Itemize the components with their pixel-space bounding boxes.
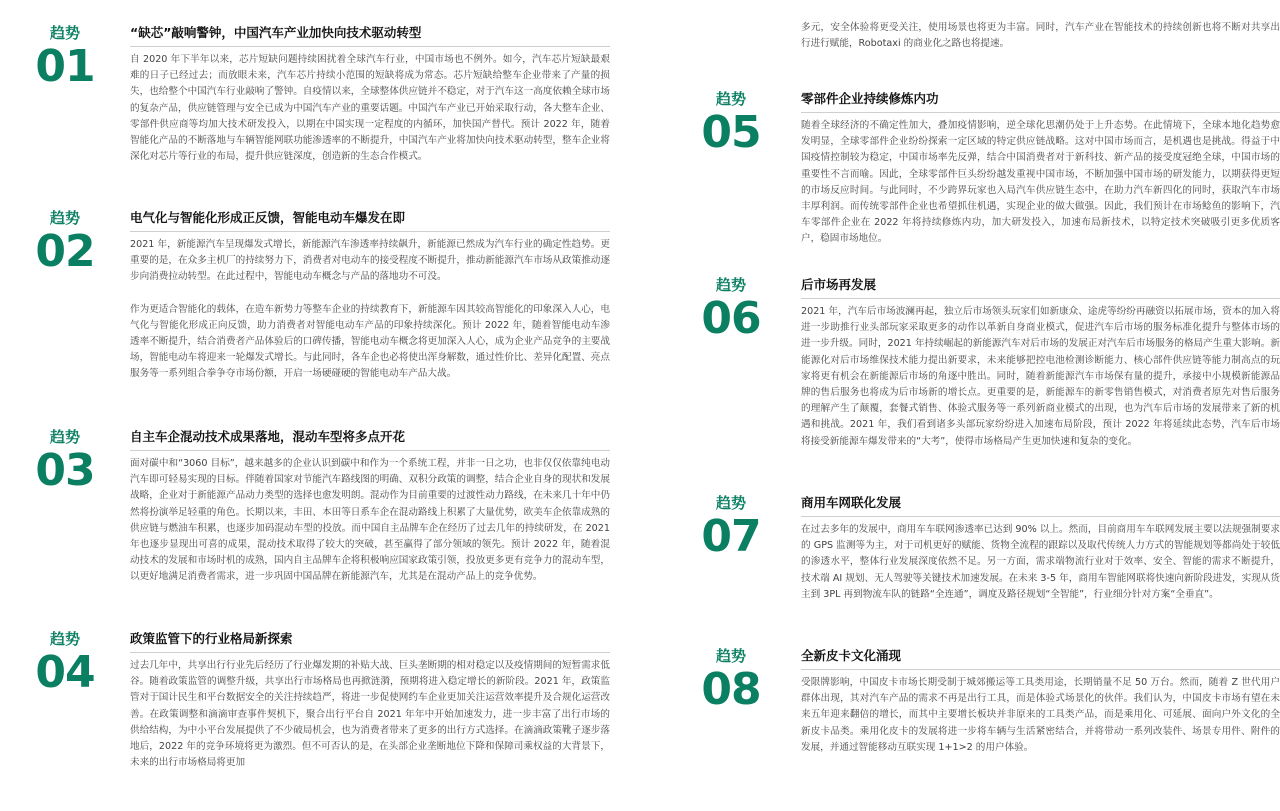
trend-label: 趋势 <box>49 209 80 227</box>
trend-content <box>801 494 1280 603</box>
trend-title: 政策监管下的行业格局新探索 <box>130 630 610 653</box>
trend-paragraph: 自 2020 年下半年以来，芯片短缺问题持续困扰着全球汽车行业，中国市场也不例外。如今，汽车芯片短缺最艰难的日子已经过去；而放眼未来，汽车芯片持续小范围的短缺将成为常态。芯片短缺给整车企业带来了产量的损失，也给整个中国汽车行业敲响了警钟。自疫情以来，全球整体供应链并不稳定，对于汽车这一高度依赖全球市场的复杂产品，供应链管理与安全已成为中国汽车产业的重要话题。中国汽车产业已开始采取行动，各大整车企业、零部件供应商等均加大技术研发投入，以期在中国实现一定程度的内循环，加快国产替代。预计 2022 年，随着智能化产品的不断落地与车辆智能网联功能渗透率的不断提升，中国汽车产业将加快向技术驱动转型，整车企业将深化对芯片等行业的布局，提升供应链深度，创造新的生态合作模式。 <box>130 54 610 163</box>
trend-paragraph: 过去几年中，共享出行行业先后经历了行业爆发期的补贴大战、巨头垄断期的相对稳定以及疫情期间的短暂需求低谷。随着政策监管的调整升级，共享出行市场格局也再掀涟漪，预期将进入稳定增长的新阶段。2021 年，政策监管对于国计民生和平台数据安全的关注持续趋严，将进一步促使网约车企业更加关注运营效率提升及合规化运营改善。在政策调整和滴滴审查事件契机下，聚合出行平台自 2021 年年中开始加速发力，进一步丰富了出行市场的供给结构，为中小平台发展提供了不少破局机会，也为消费者带来了更多的出行方式选择。在滴滴政策靴子逐步落地后，2022 年的竞争环境将更为激烈。但不可否认的是，在头部企业垄断地位下降和保障司乘权益的大背景下，未来的出行市场格局将更加 <box>130 660 610 769</box>
trend-paragraph: 2021 年，汽车后市场波澜再起，独立后市场领头玩家们如新康众、途虎等纷纷再融资以拓展市场，资本的加入将进一步助推行业头部玩家采取更多的动作以革新自身商业模式，促进汽车后市场的服务标准化提升与整体市场的进一步升级。同时，2021 年持续崛起的新能源汽车对后市场的发展正对汽车后市场服务的格局产生重大影响。新能源化对后市场维保技术能力提出新要求，未来能够把控电池检测诊断能力、核心部件供应链等能力制高点的玩家将更有机会在新能源后市场的角逐中胜出。同时，随着新能源汽车市场保有量的提升，承接中小规模新能源品牌的售后服务也将成为后市场新的增长点。更重要的是，新能源车的新零售销售模式，对消费者原先对售后服务的理解产生了颠覆，套餐式销售、体验式服务等一系列新商业模式的出现，也为汽车后市场的发展带来了新的机遇和挑战。2021 年，我们看到诸多头部玩家纷纷进入加速布局阶段，预计 2022 年将延续此态势，汽车后市场将接受新能源车爆发带来的“大考”，使得市场格局产生更加快速和复杂的变化。 <box>801 306 1280 447</box>
trend-badge <box>666 647 796 713</box>
trend-title: 自主车企混动技术成果落地，混动车型将多点开花 <box>130 428 610 451</box>
trend-paragraph-continuation: 多元，安全体验将更受关注，使用场景也将更为丰富。同时，汽车产业在智能技术的持续创新也将不断对共享出行进行赋能，Robotaxi 的商业化之路也将提速。 <box>801 22 1280 50</box>
trend-number: 07 <box>701 511 761 562</box>
trend-content <box>130 209 610 383</box>
trend-paragraph: 受限牌影响，中国皮卡市场长期受制于城郊搬运等工具类用途，长期销量不足 50 万台。然而，随着 Z 世代用户群体出现，其对汽车产品的需求不再是出行工具，而是体验式场景化的伙伴。我们认为，中国皮卡市场有望在未来五年迎来翻倍的增长，而其中主要增长板块并非原来的工具类产品，而是乘用化、可延展、面向户外文化的全新皮卡品类。乘用化皮卡的发展将进一步将车辆与生活紧密结合，并将带动一系列改装件、场景专用件、附件的发展，并通过智能移动互联实现 1+1>2 的用户体验。 <box>801 677 1280 753</box>
trend-title: 零部件企业持续修炼内功 <box>801 90 1280 113</box>
trend-paragraph: 作为更适合智能化的载体，在造车新势力等整车企业的持续教育下，新能源车因其较高智能化的印象深入人心，电气化与智能化形成正向反馈，助力消费者对智能电动车产品的印象持续深化。预计 2022 年，随着智能电动车渗透率不断提升，结合消费者产品体验后的口碑传播，智能电动车概念将更加深入人心，成为企业产品竞争的主要战场，智能电动车将迎来一轮爆发式增长。与此同时，各车企也必将使出浑身解数，通过性价比、差异化配置、亮点服务等一系列组合拳争夺市场份额，开启一场硬碰硬的智能电动车产品大战。 <box>130 303 610 380</box>
trend-badge <box>666 276 796 342</box>
trend-paragraph: 在过去多年的发展中，商用车车联网渗透率已达到 90% 以上。然而，目前商用车车联网发展主要以法规强制要求的 GPS 监测等为主，对于司机更好的赋能、货物全流程的跟踪以及取代传统人力方式的智能规划等都尚处于较低的渗透水平，整体行业发展深度依然不足。另一方面，需求端物流行业对于效率、安全、智能的需求不断提升，技术端 AI 规划、无人驾驶等关键技术加速发展。在未来 3-5 年，商用车智能网联将快速向新阶段进发，实现从货主到 3PL 再到物流车队的链路“全连通”，调度及路径规划“全智能”，行业细分针对方案“全垂直”。 <box>801 524 1280 600</box>
trend-number: 06 <box>701 293 761 344</box>
trend-content <box>801 647 1280 756</box>
trend-label: 趋势 <box>49 24 80 42</box>
trend-label: 趋势 <box>49 630 80 648</box>
trend-number: 01 <box>35 41 95 92</box>
trend-number: 05 <box>701 107 761 158</box>
trend-label: 趋势 <box>715 494 746 512</box>
trend-badge <box>0 630 130 696</box>
trend-content <box>130 24 610 165</box>
trend-content <box>801 20 1280 52</box>
trend-paragraph: 随着全球经济的不确定性加大，叠加疫情影响，逆全球化思潮仍处于上升态势。在此情境下，全球本地化趋势愈发明显，全球零部件企业纷纷探索一定区域的特定供应链战略。这对中国市场而言，是机遇也是挑战。得益于中国疫情控制较为稳定，中国市场率先反弹，结合中国消费者对于新科技、新产品的接受度冠绝全球，中国市场的重要性不言而喻。因此，全球零部件巨头纷纷越发重视中国市场，不断加强中国市场的研发能力，以期获得更短的市场反应时间。与此同时，不少跨界玩家也入局汽车供应链生态中，在助力汽车新四化的同时，获取汽车市场丰厚利润。而传统零部件企业也希望抓住机遇，实现企业的做大做强。因此，我们预计在市场鲶鱼的影响下，汽车零部件企业在 2022 年将持续修炼内功，加大研发投入，加速布局新技术，以特定技术突破吸引更多优质客户，稳固市场地位。 <box>801 120 1280 245</box>
trend-title: 后市场再发展 <box>801 276 1280 299</box>
trend-paragraph: 面对碳中和“3060 目标”，越来越多的企业认识到碳中和作为一个系统工程，并非一日之功，也非仅仅依靠纯电动汽车即可轻易实现的目标。伴随着国家对节能汽车路线图的明确、双积分政策的调整，结合企业自身的现状和发展战略，企业对于新能源产品动力类型的选择也愈发明朗。混动作为目前重要的过渡性动力路线，在未来几十年中仍然将扮演举足轻重的角色。长期以来，丰田、本田等日系车企在混动路线上积累了大量优势，欧美车企依靠成熟的供应链与燃油车积累，也逐步加码混动车型的投放。而中国自主品牌车企在经历了过去几年的持续研发，在 2021 年也逐步显现出可喜的成果，混动技术取得了较大的突破，甚至赢得了部分领域的领先。预计 2022 年，随着混动技术的发展和市场时机的成熟，国内自主品牌车企将积极响应国家政策引领，投放更多更有竞争力的混动车型，以更好地满足消费者需求，进一步巩固中国品牌在新能源汽车，尤其是在混动产品上的竞争优势。 <box>130 458 610 583</box>
trend-label: 趋势 <box>715 276 746 294</box>
trend-title: 全新皮卡文化涌现 <box>801 647 1280 670</box>
trend-badge <box>0 209 130 275</box>
trend-content <box>130 428 610 586</box>
trend-title: 电气化与智能化形成正反馈，智能电动车爆发在即 <box>130 209 610 232</box>
trend-content <box>130 630 610 771</box>
trend-badge <box>0 428 130 494</box>
trend-number: 03 <box>35 445 95 496</box>
trend-label: 趋势 <box>49 428 80 446</box>
trend-paragraph: 2021 年，新能源汽车呈现爆发式增长，新能源汽车渗透率持续飙升，新能源已然成为汽车行业的确定性趋势。更重要的是，在众多主机厂的持续努力下，消费者对电动车的接受程度不断提升，推动新能源汽车市场从政策推动逐步向消费拉动转型。在此过程中，智能电动车概念与产品的落地功不可没。 <box>130 239 610 283</box>
trend-badge <box>666 494 796 560</box>
trend-content <box>801 276 1280 450</box>
trend-number: 04 <box>35 647 95 698</box>
trend-badge <box>666 90 796 156</box>
trend-number: 08 <box>701 664 761 715</box>
trend-title: 商用车网联化发展 <box>801 494 1280 517</box>
trend-label: 趋势 <box>715 647 746 665</box>
trend-label: 趋势 <box>715 90 746 108</box>
trend-number: 02 <box>35 226 95 277</box>
trend-title: “缺芯”敲响警钟，中国汽车产业加快向技术驱动转型 <box>130 24 610 47</box>
trend-content <box>801 90 1280 248</box>
trend-badge <box>0 24 130 90</box>
